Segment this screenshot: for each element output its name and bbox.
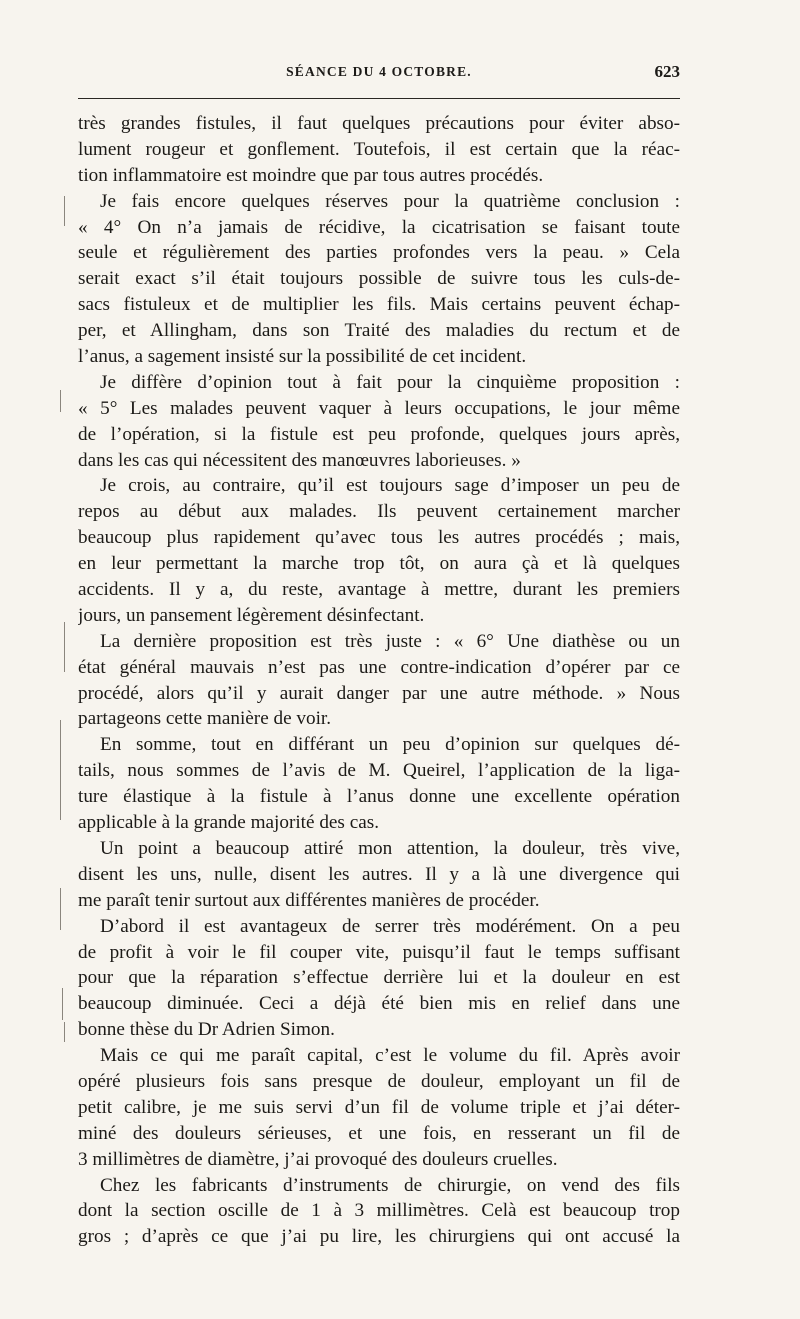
- text-line: sacs fistuleux et de multiplier les fils. Mais certains peuvent échap-: [78, 294, 680, 316]
- text-line: Je diffère d’opinion tout à fait pour la cinquième proposition :: [100, 371, 680, 393]
- text-line: accidents. Il y a, du reste, avantage à mettre, durant les premiers: [78, 579, 680, 601]
- text-line: dans les cas qui nécessitent des manœuvres laborieuses. »: [78, 449, 521, 471]
- text-line: « 4° On n’a jamais de récidive, la cicatrisation se faisant toute: [78, 216, 680, 238]
- text-line: état général mauvais n’est pas une contre-indication d’opérer par ce: [78, 656, 680, 678]
- body-text: [78, 111, 680, 1250]
- text-line: Un point a beaucoup attiré mon attention, la douleur, très vive,: [100, 837, 680, 859]
- text-line: beaucoup plus rapidement qu’avec tous les autres procédés ; mais,: [78, 527, 680, 549]
- text-line: me paraît tenir surtout aux différentes manières de procéder.: [78, 889, 540, 911]
- text-line: La dernière proposition est très juste : « 6° Une diathèse ou un: [100, 630, 680, 652]
- margin-pencil-mark: [64, 622, 65, 672]
- text-line: applicable à la grande majorité des cas.: [78, 812, 379, 834]
- margin-pencil-mark: [64, 196, 65, 226]
- text-line: gros ; d’après ce que j’ai pu lire, les chirurgiens qui ont accusé la: [78, 1226, 680, 1248]
- text-line: opéré plusieurs fois sans presque de douleur, employant un fil de: [78, 1070, 680, 1092]
- text-line: « 5° Les malades peuvent vaquer à leurs occupations, le jour même: [78, 397, 680, 419]
- text-line: beaucoup diminuée. Ceci a déjà été bien mis en relief dans une: [78, 993, 680, 1015]
- text-line: en leur permettant la marche trop tôt, on aura çà et là quelques: [78, 553, 680, 575]
- text-line: Chez les fabricants d’instruments de chirurgie, on vend des fils: [100, 1174, 680, 1196]
- text-line: de profit à voir le fil couper vite, puisqu’il faut le temps suffisant: [78, 941, 680, 963]
- text-line: tion inflammatoire est moindre que par tous autres procédés.: [78, 164, 544, 186]
- text-line: de l’opération, si la fistule est peu profonde, quelques jours après,: [78, 423, 680, 445]
- header-rule: [78, 98, 680, 99]
- text-line: disent les uns, nulle, disent les autres. Il y a là une divergence qui: [78, 863, 680, 885]
- text-line: jours, un pansement légèrement désinfectant.: [78, 604, 425, 626]
- text-line: petit calibre, je me suis servi d’un fil de volume triple et j’ai déter-: [78, 1096, 680, 1118]
- text-line: Je fais encore quelques réserves pour la quatrième conclusion :: [100, 190, 680, 212]
- margin-pencil-mark: [60, 720, 61, 820]
- page-number: 623: [654, 62, 680, 81]
- margin-pencil-mark: [62, 988, 63, 1020]
- page-header: [78, 62, 680, 86]
- text-line: seule et régulièrement des parties profondes vers la peau. » Cela: [78, 242, 680, 264]
- text-line: 3 millimètres de diamètre, j’ai provoqué des douleurs cruelles.: [78, 1148, 558, 1170]
- text-line: D’abord il est avantageux de serrer très modérément. On a peu: [100, 915, 680, 937]
- text-line: lument rougeur et gonflement. Toutefois, il est certain que la réac-: [78, 138, 680, 160]
- text-line: repos au début aux malades. Ils peuvent certainement marcher: [78, 501, 680, 523]
- text-line: En somme, tout en différant un peu d’opinion sur quelques dé-: [100, 734, 680, 756]
- text-line: procédé, alors qu’il y aurait danger par une autre méthode. » Nous: [78, 682, 680, 704]
- text-line: [78, 318, 680, 344]
- text-line: serait exact s’il était toujours possible de suivre tous les culs-de-: [78, 268, 680, 290]
- text-line: pour que la réparation s’effectue derrière lui et la douleur en est: [78, 967, 680, 989]
- text-line: Je crois, au contraire, qu’il est toujours sage d’imposer un peu de: [100, 475, 680, 497]
- text-line: l’anus, a sagement insisté sur la possibilité de cet incident.: [78, 346, 527, 368]
- text-line: partageons cette manière de voir.: [78, 708, 332, 730]
- margin-pencil-mark: [64, 1022, 65, 1042]
- text-line: dont la section oscille de 1 à 3 millimètres. Celà est beaucoup trop: [78, 1200, 680, 1222]
- running-title: SÉANCE DU 4 OCTOBRE.: [286, 64, 472, 79]
- text-line: ture élastique à la fistule à l’anus donne une excellente opération: [78, 786, 680, 808]
- text-line: tails, nous sommes de l’avis de M. Queirel, l’application de la liga-: [78, 760, 680, 782]
- text-line: Mais ce qui me paraît capital, c’est le volume du fil. Après avoir: [100, 1045, 680, 1067]
- text-segment: per, et Allingham, dans son Traité des maladies du rectum et de: [78, 320, 680, 342]
- text-line: miné des douleurs sérieuses, et une fois, en resserant un fil de: [78, 1122, 680, 1144]
- margin-pencil-mark: [60, 888, 61, 930]
- margin-pencil-mark: [60, 390, 61, 412]
- text-line: bonne thèse du Dr Adrien Simon.: [78, 1019, 335, 1041]
- text-line: très grandes fistules, il faut quelques précautions pour éviter abso-: [78, 113, 680, 134]
